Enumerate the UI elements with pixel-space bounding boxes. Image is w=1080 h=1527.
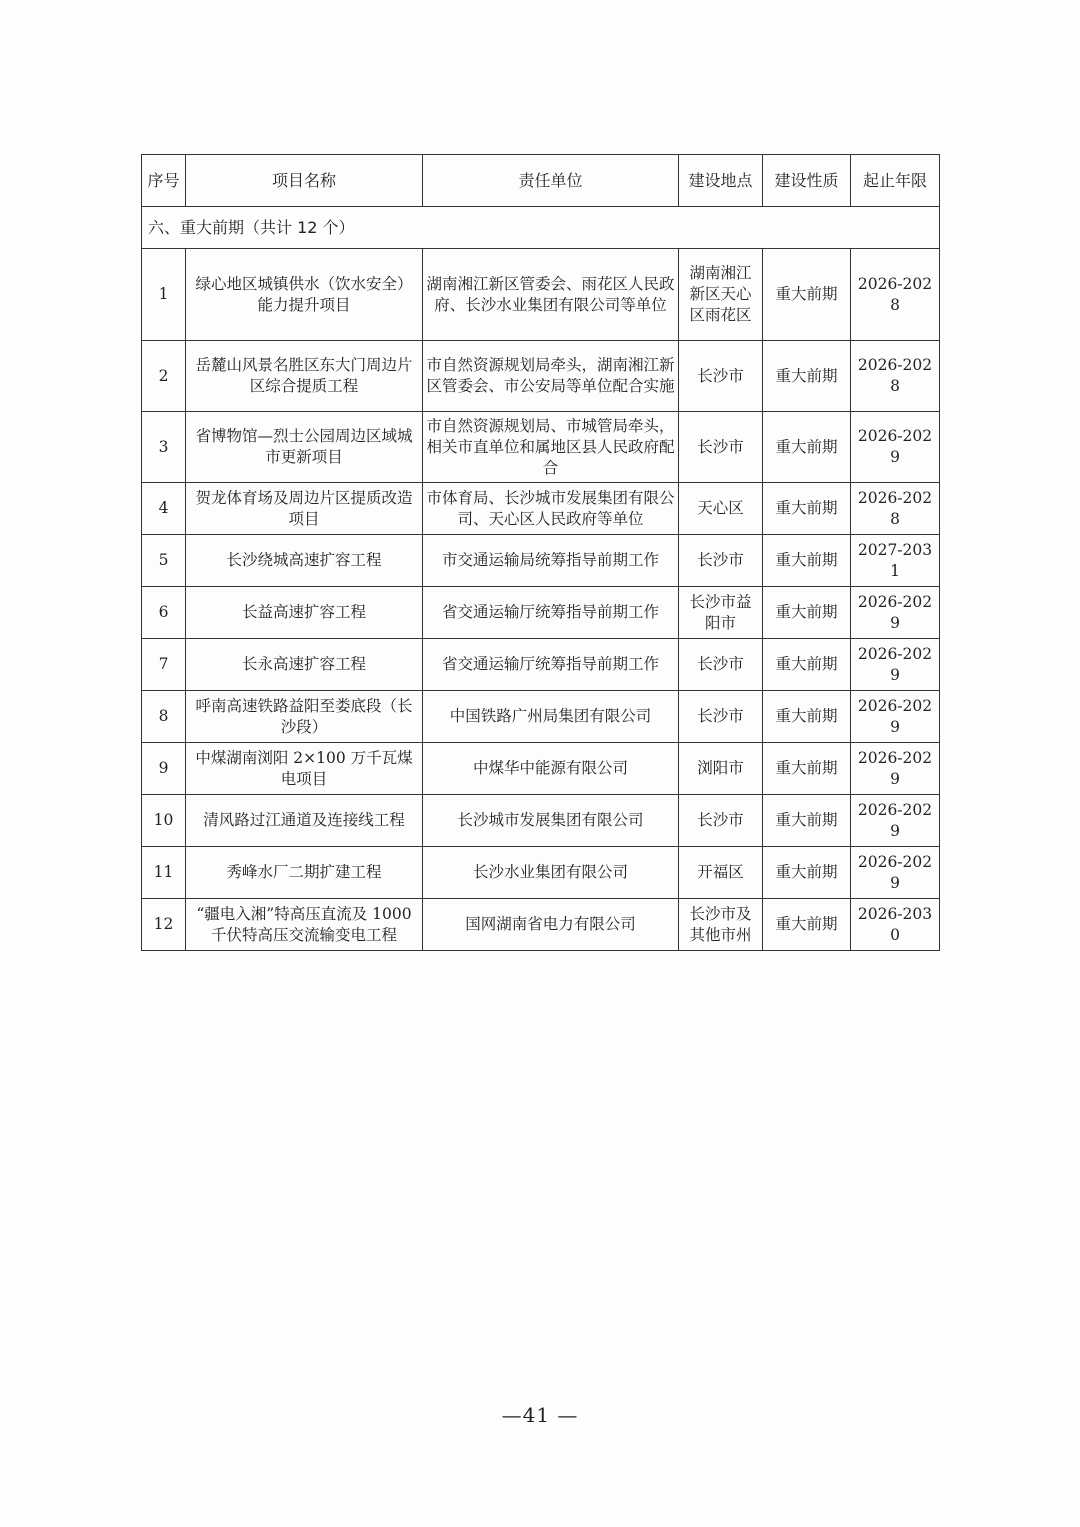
row-location: 浏阳市 [679, 743, 763, 795]
row-nature: 重大前期 [763, 341, 851, 412]
row-nature: 重大前期 [763, 587, 851, 639]
row-index: 3 [142, 412, 186, 483]
row-index: 7 [142, 639, 186, 691]
row-location: 长沙市 [679, 691, 763, 743]
header-responsible-unit: 责任单位 [423, 155, 679, 207]
row-project-name: 长永高速扩容工程 [186, 639, 423, 691]
table-row [142, 341, 940, 412]
header-index: 序号 [142, 155, 186, 207]
row-nature: 重大前期 [763, 639, 851, 691]
row-responsible-unit: 湖南湘江新区管委会、雨花区人民政府、长沙水业集团有限公司等单位 [423, 249, 679, 341]
row-period: 2026-2028 [851, 483, 940, 535]
table-row [142, 847, 940, 899]
row-project-name: 贺龙体育场及周边片区提质改造项目 [186, 483, 423, 535]
table-header-row [142, 155, 940, 207]
table-row [142, 249, 940, 341]
row-location: 长沙市 [679, 639, 763, 691]
row-period: 2026-2029 [851, 847, 940, 899]
row-responsible-unit: 市自然资源规划局、市城管局牵头，相关市直单位和属地区县人民政府配合 [423, 412, 679, 483]
row-project-name: 清风路过江通道及连接线工程 [186, 795, 423, 847]
row-nature: 重大前期 [763, 483, 851, 535]
table-row [142, 795, 940, 847]
row-project-name: 秀峰水厂二期扩建工程 [186, 847, 423, 899]
row-responsible-unit: 中国铁路广州局集团有限公司 [423, 691, 679, 743]
table-row [142, 899, 940, 951]
row-index: 2 [142, 341, 186, 412]
row-project-name: 呼南高速铁路益阳至娄底段（长沙段） [186, 691, 423, 743]
header-nature: 建设性质 [763, 155, 851, 207]
project-table [141, 154, 940, 951]
row-responsible-unit: 市体育局、长沙城市发展集团有限公司、天心区人民政府等单位 [423, 483, 679, 535]
table-row [142, 535, 940, 587]
table-row [142, 587, 940, 639]
row-responsible-unit: 长沙水业集团有限公司 [423, 847, 679, 899]
row-index: 9 [142, 743, 186, 795]
row-project-name: 中煤湖南浏阳 2×100 万千瓦煤电项目 [186, 743, 423, 795]
row-location: 长沙市益阳市 [679, 587, 763, 639]
row-index: 4 [142, 483, 186, 535]
row-project-name: “疆电入湘”特高压直流及 1000 千伏特高压交流输变电工程 [186, 899, 423, 951]
row-index: 10 [142, 795, 186, 847]
row-index: 11 [142, 847, 186, 899]
row-index: 5 [142, 535, 186, 587]
row-period: 2026-2029 [851, 795, 940, 847]
row-index: 1 [142, 249, 186, 341]
row-index: 6 [142, 587, 186, 639]
row-location: 天心区 [679, 483, 763, 535]
section-row [142, 207, 940, 249]
row-nature: 重大前期 [763, 795, 851, 847]
table-row [142, 483, 940, 535]
row-period: 2026-2028 [851, 341, 940, 412]
row-period: 2027-2031 [851, 535, 940, 587]
row-location: 长沙市 [679, 412, 763, 483]
row-location: 长沙市 [679, 341, 763, 412]
table-row [142, 691, 940, 743]
row-nature: 重大前期 [763, 691, 851, 743]
row-nature: 重大前期 [763, 535, 851, 587]
row-nature: 重大前期 [763, 249, 851, 341]
row-location: 长沙市及其他市州 [679, 899, 763, 951]
row-project-name: 绿心地区城镇供水（饮水安全）能力提升项目 [186, 249, 423, 341]
table-row [142, 639, 940, 691]
row-period: 2026-2029 [851, 639, 940, 691]
row-period: 2026-2030 [851, 899, 940, 951]
row-project-name: 长益高速扩容工程 [186, 587, 423, 639]
row-location: 开福区 [679, 847, 763, 899]
row-nature: 重大前期 [763, 412, 851, 483]
row-nature: 重大前期 [763, 899, 851, 951]
row-responsible-unit: 省交通运输厅统筹指导前期工作 [423, 639, 679, 691]
row-period: 2026-2029 [851, 412, 940, 483]
row-responsible-unit: 市自然资源规划局牵头，湖南湘江新区管委会、市公安局等单位配合实施 [423, 341, 679, 412]
row-responsible-unit: 市交通运输局统筹指导前期工作 [423, 535, 679, 587]
row-location: 湖南湘江新区天心区雨花区 [679, 249, 763, 341]
row-period: 2026-2029 [851, 691, 940, 743]
header-period: 起止年限 [851, 155, 940, 207]
row-project-name: 岳麓山风景名胜区东大门周边片区综合提质工程 [186, 341, 423, 412]
row-period: 2026-2029 [851, 743, 940, 795]
row-index: 8 [142, 691, 186, 743]
row-responsible-unit: 国网湖南省电力有限公司 [423, 899, 679, 951]
row-responsible-unit: 中煤华中能源有限公司 [423, 743, 679, 795]
header-location: 建设地点 [679, 155, 763, 207]
row-location: 长沙市 [679, 535, 763, 587]
row-project-name: 长沙绕城高速扩容工程 [186, 535, 423, 587]
row-index: 12 [142, 899, 186, 951]
section-title: 六、重大前期（共计 12 个） [142, 207, 940, 249]
page-number: —41 — [501, 1403, 579, 1427]
row-responsible-unit: 长沙城市发展集团有限公司 [423, 795, 679, 847]
row-nature: 重大前期 [763, 847, 851, 899]
row-period: 2026-2029 [851, 587, 940, 639]
row-period: 2026-2028 [851, 249, 940, 341]
table-row [142, 743, 940, 795]
header-project-name: 项目名称 [186, 155, 423, 207]
row-responsible-unit: 省交通运输厅统筹指导前期工作 [423, 587, 679, 639]
table-row [142, 412, 940, 483]
row-location: 长沙市 [679, 795, 763, 847]
row-nature: 重大前期 [763, 743, 851, 795]
row-project-name: 省博物馆—烈士公园周边区域城市更新项目 [186, 412, 423, 483]
